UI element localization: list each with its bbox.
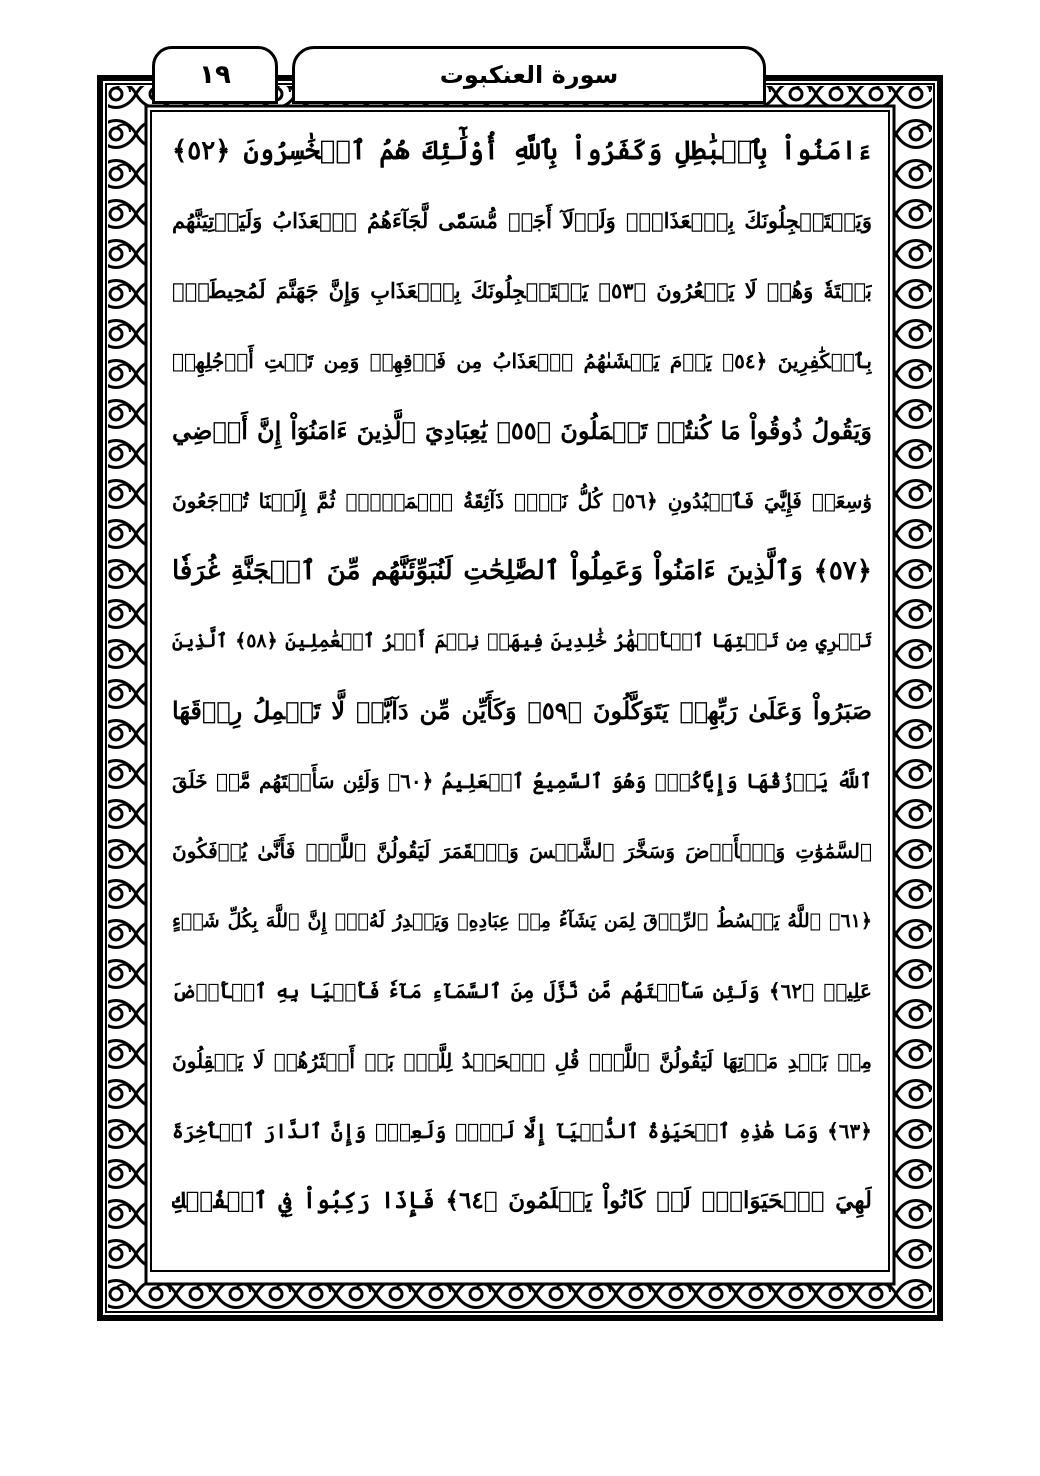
- verse-line: وَيَقُولُ ذُوقُواْ مَا كُنتُمۡ تَعۡمَلُونَ ﴿٥٥﴾ يَٰعِبَادِيَ ٱلَّذِينَ ءَامَنُوٓاْ إِنَّ أَرۡضِي: [172, 416, 872, 445]
- surah-title: سورة العنكبوت: [292, 46, 766, 104]
- verse-line: وَٰسِعَةٞ فَإِيَّٰيَ فَٱعۡبُدُونِ ﴿٥٦﴾ كُلُّ نَفۡسٖ ذَآئِقَةُ ٱلۡمَوۡتِۖ ثُمَّ إِلَيۡنَا تُرۡجَعُونَ: [172, 489, 872, 513]
- verse-line: صَبَرُواْ وَعَلَىٰ رَبِّهِمۡ يَتَوَكَّلُونَ ﴿٥٩﴾ وَكَأَيِّن مِّن دَآبَّةٖ لَّا تَحۡمِلُ رِزۡقَهَا: [172, 696, 872, 725]
- page-number: ١٩: [152, 46, 278, 104]
- verse-line: ٱللَّهُ يَرۡزُقُهَا وَإِيَّاكُمۡۚ وَهُوَ ٱلسَّمِيعُ ٱلۡعَلِيمُ ﴿٦٠﴾ وَلَئِن سَأَلۡتَهُم مَّنۡ خَلَقَ: [172, 769, 872, 793]
- verse-line: ٱلسَّمَٰوَٰتِ وَٱلۡأَرۡضَ وَسَخَّرَ ٱلشَّمۡسَ وَٱلۡقَمَرَ لَيَقُولُنَّ ٱللَّهُۖ فَأَنَّىٰ يُؤۡفَكُونَ: [172, 839, 872, 863]
- verse-line: تَجۡرِي مِن تَحۡتِهَا ٱلۡأَنۡهَٰرُ خَٰلِدِينَ فِيهَاۚ نِعۡمَ أَجۡرُ ٱلۡعَٰمِلِينَ ﴿٥٨﴾ ٱلَّذِينَ: [172, 630, 872, 652]
- verse-line: ﴿٦٣﴾ وَمَا هَٰذِهِ ٱلۡحَيَوٰةُ ٱلدُّنۡيَآ إِلَّا لَهۡوٞ وَلَعِبٞۚ وَإِنَّ ٱلدَّارَ ٱلۡأٓخِرَةَ: [172, 1119, 872, 1143]
- verse-line: عَلِيمٞ ﴿٦٢﴾ وَلَئِن سَأَلۡتَهُم مَّن نَّزَّلَ مِنَ ٱلسَّمَآءِ مَآءٗ فَأَحۡيَا بِهِ ٱلۡأَرۡضَ: [172, 979, 872, 1003]
- verse-line: لَهِيَ ٱلۡحَيَوَانُۚ لَوۡ كَانُواْ يَعۡلَمُونَ ﴿٦٤﴾ فَإِذَا رَكِبُواْ فِي ٱلۡفُلۡكِ: [172, 1187, 872, 1214]
- verse-line: ﴿٥٧﴾ وَٱلَّذِينَ ءَامَنُواْ وَعَمِلُواْ ٱلصَّٰلِحَٰتِ لَنُبَوِّئَنَّهُم مِّنَ ٱلۡجَنَّةِ غُرَفٗا: [172, 556, 872, 586]
- verse-line: بِٱلۡكَٰفِرِينَ ﴿٥٤﴾ يَوۡمَ يَغۡشَىٰهُمُ ٱلۡعَذَابُ مِن فَوۡقِهِمۡ وَمِن تَحۡتِ أَرۡجُلِهِمۡ: [172, 349, 872, 373]
- verse-line: بَغۡتَةٗ وَهُمۡ لَا يَشۡعُرُونَ ﴿٥٣﴾ يَسۡتَعۡجِلُونَكَ بِٱلۡعَذَابِ وَإِنَّ جَهَنَّمَ لَمُحِيطَةُۢ: [172, 278, 872, 303]
- verse-line: مِنۢ بَعۡدِ مَوۡتِهَا لَيَقُولُنَّ ٱللَّهُۚ قُلِ ٱلۡحَمۡدُ لِلَّهِۚ بَلۡ أَكۡثَرُهُمۡ لَا يَعۡقِلُونَ: [172, 1049, 872, 1073]
- quran-text-panel: [150, 110, 890, 1272]
- verse-line: ﴿٦١﴾ ٱللَّهُ يَبۡسُطُ ٱلرِّزۡقَ لِمَن يَشَآءُ مِنۡ عِبَادِهِۦ وَيَقۡدِرُ لَهُۥٓۚ إِنَّ ٱللَّهَ بِكُلِّ شَيۡءٍ: [172, 910, 872, 932]
- verse-line: ءَامَنُواْ بِٱلۡبَٰطِلِ وَكَفَرُواْ بِٱللَّهِ أُوْلَٰٓئِكَ هُمُ ٱلۡخَٰسِرُونَ ﴿٥٢﴾: [172, 136, 872, 166]
- verse-line: وَيَسۡتَعۡجِلُونَكَ بِٱلۡعَذَابِۚ وَلَوۡلَآ أَجَلٞ مُّسَمّٗى لَّجَآءَهُمُ ٱلۡعَذَابُ وَلَيَأۡتِيَنَّهُم: [172, 208, 872, 233]
